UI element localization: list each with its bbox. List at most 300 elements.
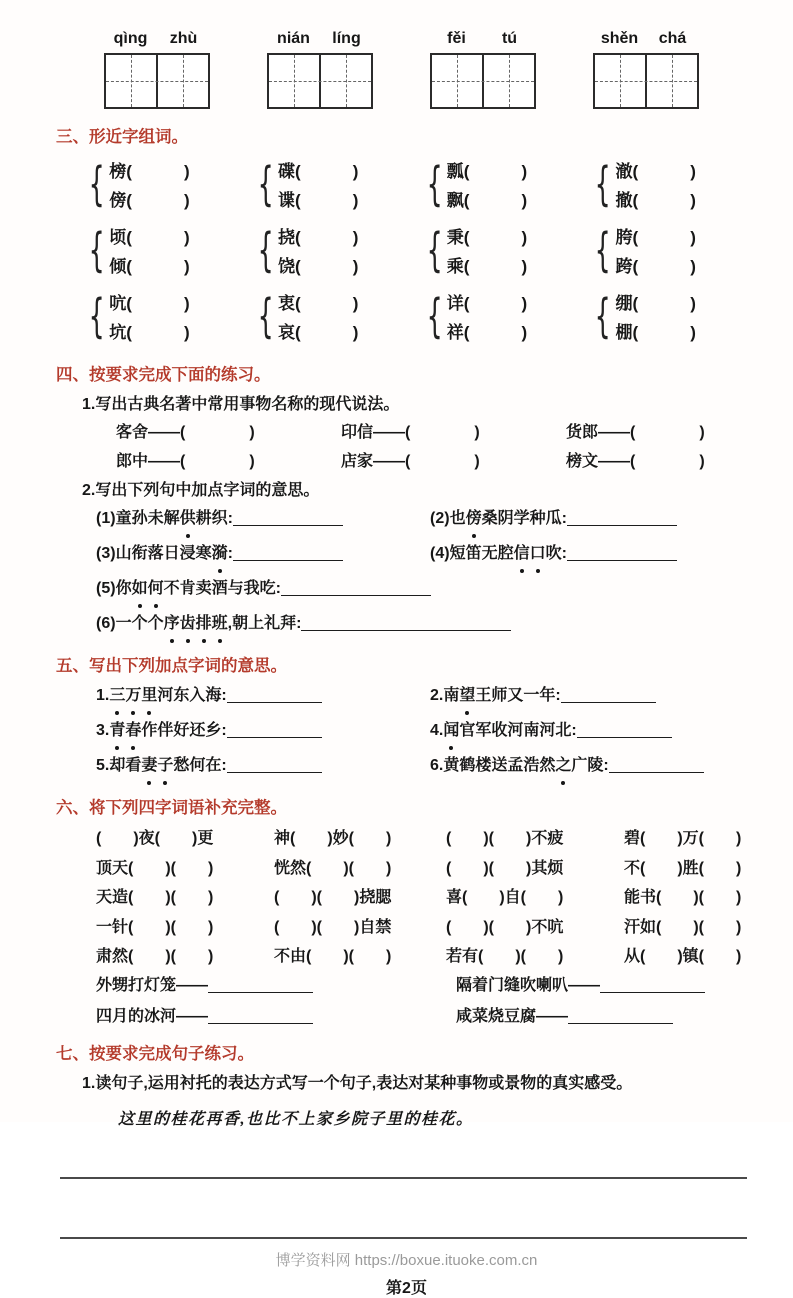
- paren-open: (: [126, 257, 132, 276]
- sentence-text: 吹: [545, 545, 562, 562]
- blank-line: [567, 511, 677, 526]
- idiom-item: 能书( )( ): [624, 889, 742, 907]
- paren-open: (: [632, 323, 639, 342]
- paren-open: (: [632, 257, 639, 276]
- character: 碟: [278, 162, 296, 181]
- char-pair: [588, 157, 757, 211]
- char-pair: [420, 289, 589, 343]
- paren-open: (: [632, 294, 639, 313]
- idiom-item: 顶天( )( ): [96, 859, 214, 877]
- dash: ——: [176, 976, 209, 994]
- character: 祥: [446, 323, 464, 342]
- idiom-completion-block: [56, 824, 757, 972]
- tian-cell: [595, 55, 645, 107]
- dash: ——: [598, 453, 631, 470]
- idiom-item: ( )( )不疲: [446, 830, 564, 847]
- paren-close: ): [352, 257, 359, 276]
- character: 详: [446, 294, 464, 313]
- item-number: (4): [430, 545, 450, 562]
- paren-close: ): [352, 162, 359, 181]
- char-pair-line: [616, 186, 696, 211]
- riddle-item: [96, 972, 456, 995]
- section-6-title: 六、将下列四字词语补充完整。: [56, 799, 287, 817]
- char-pair: [251, 157, 420, 211]
- blank-line: [301, 616, 511, 631]
- character: 吭: [109, 294, 127, 313]
- brace-icon: {: [257, 157, 274, 211]
- pinyin-label: [104, 30, 210, 48]
- paren-close: ): [699, 424, 705, 441]
- paren-close: ): [352, 323, 359, 342]
- pinyin-syllable: fěi: [447, 30, 466, 47]
- char-pair-line: [447, 186, 527, 211]
- sentence-text: 愁何在: [173, 757, 222, 774]
- pinyin-syllable: chá: [658, 30, 687, 47]
- paren-close: ): [521, 323, 528, 342]
- tian-zi-grid: [104, 53, 210, 109]
- colon: :: [227, 545, 233, 562]
- colon: :: [571, 722, 577, 739]
- paren-open: (: [632, 228, 639, 247]
- emphasis-dot-char: 里: [141, 682, 157, 710]
- char-pair: [251, 289, 420, 343]
- tian-cell: [645, 55, 697, 107]
- char-pair-lines: [109, 289, 189, 343]
- poem-word-meaning-list: [96, 682, 757, 780]
- char-pair-line: [447, 252, 527, 277]
- paren-open: (: [295, 191, 301, 210]
- blank-line: [600, 978, 705, 993]
- pinyin-syllable: tú: [501, 30, 518, 47]
- tian-zi-grid: [593, 53, 699, 109]
- answer-line: [60, 1147, 747, 1179]
- term-text: 店家: [341, 453, 374, 470]
- term-text: 郎中: [116, 453, 149, 470]
- idiom-item: 神( )妙( ): [274, 830, 392, 847]
- char-pair-line: [109, 157, 189, 182]
- term-text: 客舍: [116, 424, 149, 441]
- emphasis-dot-char: 班: [212, 610, 228, 638]
- char-pair-line: [109, 289, 189, 314]
- character: 饶: [278, 257, 296, 276]
- paren-close: ): [690, 162, 696, 181]
- character: 坑: [109, 323, 127, 342]
- blank-line: [577, 723, 672, 738]
- dotted-sentence-item: [430, 752, 757, 780]
- riddle-item: [456, 972, 757, 995]
- brace-icon: {: [257, 223, 274, 277]
- char-pair-line: [616, 252, 696, 277]
- pinyin-writing-row: [104, 30, 757, 109]
- character: 衷: [278, 294, 296, 313]
- paren-open: (: [463, 228, 470, 247]
- page-number: 第2页: [386, 1279, 427, 1297]
- character: 跨: [615, 257, 633, 276]
- riddle-text: 四月的冰河: [96, 1007, 177, 1025]
- idiom-item: 天造( )( ): [96, 889, 214, 907]
- colon: :: [561, 545, 567, 562]
- blank-line: [561, 688, 656, 703]
- char-pair: [420, 157, 589, 211]
- paren-open: (: [126, 228, 132, 247]
- character: 绷: [615, 294, 633, 313]
- character: 胯: [615, 228, 633, 247]
- emphasis-dot-char: 漪: [212, 540, 228, 568]
- idiom-item: ( )( )其烦: [446, 859, 564, 877]
- char-pair-lines: [278, 223, 358, 277]
- character: 飘: [446, 191, 464, 210]
- idiom-item: 汗如( )( ): [624, 918, 742, 936]
- example-sentence: 这里的桂花再香,也比不上家乡院子里的桂花。: [118, 1110, 474, 1128]
- char-pair-line: [616, 223, 696, 248]
- idiom-item: ( )( )不吭: [446, 918, 564, 936]
- colon: :: [603, 757, 609, 774]
- dotted-sentence-item: [430, 682, 757, 710]
- paren-open: (: [463, 257, 470, 276]
- paren-close: ): [521, 191, 528, 210]
- tian-cell: [432, 55, 482, 107]
- sentence-text: 你: [115, 580, 132, 597]
- sentence-text: 南: [443, 687, 460, 704]
- item-number: 3.: [96, 722, 110, 739]
- char-pair-lines: [616, 289, 696, 343]
- sentence-text: 官军收河南河北: [459, 722, 572, 739]
- char-pair-line: [109, 318, 189, 343]
- emphasis-dot-char: 齿: [180, 610, 196, 638]
- term-item: [341, 419, 566, 442]
- character: 哀: [278, 323, 296, 342]
- char-pair-line: [616, 289, 696, 314]
- paren-open: (: [463, 191, 470, 210]
- brace-icon: {: [426, 157, 443, 211]
- blank-line: [227, 688, 322, 703]
- char-pair-line: [278, 186, 358, 211]
- sentence-text: 耕织: [195, 510, 228, 527]
- section-4-title: 四、按要求完成下面的练习。: [56, 366, 271, 384]
- char-pair: [588, 289, 757, 343]
- sentence-text: 却看: [109, 757, 142, 774]
- pinyin-syllable: líng: [332, 30, 361, 47]
- paren-open: (: [126, 191, 132, 210]
- paren-close: ): [249, 424, 255, 441]
- paren-open: (: [126, 162, 132, 181]
- emphasis-dot-char: 如: [132, 575, 148, 603]
- character: 撤: [615, 191, 633, 210]
- paren-open: (: [180, 424, 186, 441]
- blank-line: [609, 758, 704, 773]
- sentence-text: 也: [449, 510, 466, 527]
- item-number: (5): [96, 580, 116, 597]
- sentence-text: 不肯卖酒与我吃: [163, 580, 276, 597]
- dotted-sentence-item: [96, 682, 430, 710]
- emphasis-dot-char: 望: [459, 682, 475, 710]
- emphasis-dot-char: 信: [514, 540, 530, 568]
- item-number: (3): [96, 545, 116, 562]
- blank-line: [568, 1009, 673, 1024]
- idiom-item: 喜( )自( ): [446, 889, 564, 907]
- section-5-title: 五、写出下列加点字词的意思。: [56, 657, 287, 675]
- tian-zi-grid: [267, 53, 373, 109]
- character: 乘: [446, 257, 464, 276]
- char-pair-line: [109, 252, 189, 277]
- idiom-item: 肃然( )( ): [96, 948, 214, 966]
- pinyin-box-group: [104, 30, 210, 109]
- term-item: [341, 448, 566, 471]
- character: 瓢: [446, 162, 464, 181]
- paren-close: ): [521, 257, 528, 276]
- paren-close: ): [690, 323, 696, 342]
- colon: :: [227, 510, 233, 527]
- pinyin-box-group: [593, 30, 699, 109]
- sentence-text: 河东入海: [157, 687, 222, 704]
- colon: :: [221, 722, 227, 739]
- paren-close: ): [249, 453, 255, 470]
- emphasis-dot-char: 闻: [443, 717, 459, 745]
- idiom-row: [96, 913, 757, 943]
- answer-line: [60, 1207, 747, 1239]
- item-number: (1): [96, 510, 116, 527]
- char-pair-lines: [616, 157, 696, 211]
- paren-open: (: [630, 453, 636, 470]
- emphasis-dot-char: 供: [180, 505, 196, 533]
- paren-close: ): [183, 228, 190, 247]
- paren-close: ): [690, 228, 696, 247]
- char-pair: [420, 223, 589, 277]
- character: 棚: [615, 323, 633, 342]
- dash: ——: [536, 1007, 569, 1025]
- blank-line: [233, 546, 343, 561]
- emphasis-dot-char: 万: [125, 682, 141, 710]
- paren-close: ): [183, 257, 190, 276]
- similar-character-grid: [82, 157, 757, 343]
- colon: :: [221, 757, 227, 774]
- character: 谍: [278, 191, 296, 210]
- section-4-part2-label: 2.写出下列句中加点字词的意思。: [82, 482, 320, 499]
- sentence-text: 黄鹤楼送孟浩然: [443, 757, 556, 774]
- char-pair-lines: [447, 289, 527, 343]
- char-pair-line: [109, 223, 189, 248]
- emphasis-dot-char: 春: [125, 717, 141, 745]
- pinyin-label: [593, 30, 699, 48]
- idiom-item: ( )( )自禁: [274, 918, 392, 936]
- char-pair-lines: [278, 157, 358, 211]
- emphasis-dot-char: 青: [109, 717, 125, 745]
- char-pair: [82, 223, 251, 277]
- character: 傍: [109, 191, 127, 210]
- colon: :: [296, 615, 302, 632]
- character: 倾: [109, 257, 127, 276]
- emphasis-dot-char: 排: [196, 610, 212, 638]
- idiom-row: [96, 854, 757, 884]
- dash: ——: [373, 424, 406, 441]
- brace-icon: {: [594, 289, 611, 343]
- pinyin-box-group: [430, 30, 536, 109]
- blank-line: [281, 581, 431, 596]
- term-text: 榜文: [566, 453, 599, 470]
- paren-open: (: [463, 294, 470, 313]
- paren-open: (: [632, 162, 639, 181]
- brace-icon: {: [594, 157, 611, 211]
- tian-cell: [482, 55, 534, 107]
- paren-close: ): [183, 191, 190, 210]
- section-4-part1-label: 1.写出古典名著中常用事物名称的现代说法。: [82, 396, 400, 413]
- idiom-item: ( )夜( )更: [96, 830, 214, 847]
- paren-close: ): [352, 191, 359, 210]
- riddle-item: [96, 1003, 456, 1026]
- section-3-title: 三、形近字组词。: [56, 128, 188, 146]
- term-text: 货郎: [566, 424, 599, 441]
- sentence-text: 桑阴学种瓜: [481, 510, 562, 527]
- sentence-text: 作伴好还乡: [141, 722, 222, 739]
- paren-close: ): [474, 424, 480, 441]
- char-pair: [82, 289, 251, 343]
- char-pair-line: [447, 289, 527, 314]
- paren-close: ): [521, 228, 528, 247]
- char-pair-line: [447, 223, 527, 248]
- riddle-text: 咸菜烧豆腐: [456, 1007, 537, 1025]
- colon: :: [275, 580, 281, 597]
- paren-open: (: [463, 162, 470, 181]
- idiom-item: 不( )胜( ): [624, 859, 742, 877]
- paren-close: ): [183, 323, 190, 342]
- paren-open: (: [405, 453, 411, 470]
- paren-close: ): [690, 294, 696, 313]
- char-pair-lines: [447, 157, 527, 211]
- paren-open: (: [630, 424, 636, 441]
- char-pair: [251, 223, 420, 277]
- colon: :: [555, 687, 561, 704]
- char-pair-line: [278, 223, 358, 248]
- idiom-item: 恍然( )( ): [274, 859, 392, 877]
- character: 秉: [446, 228, 464, 247]
- emphasis-dot-char: 傍: [466, 505, 482, 533]
- dotted-sentence-item: [430, 540, 757, 568]
- character: 澈: [615, 162, 633, 181]
- char-pair-lines: [109, 223, 189, 277]
- paren-open: (: [180, 453, 186, 470]
- tian-zi-grid: [430, 53, 536, 109]
- dash: ——: [148, 424, 181, 441]
- tian-cell: [269, 55, 319, 107]
- sentence-text: ,朝上礼拜: [227, 615, 297, 632]
- pinyin-syllable: shěn: [600, 30, 639, 47]
- tian-cell: [106, 55, 156, 107]
- blank-line: [227, 758, 322, 773]
- dotted-sentence-item: [430, 505, 757, 533]
- blank-line: [208, 978, 313, 993]
- paren-open: (: [295, 257, 301, 276]
- char-pair-line: [278, 252, 358, 277]
- dotted-sentence-item: [96, 610, 757, 638]
- sentence-text: 短笛无腔: [449, 545, 514, 562]
- item-number: 2.: [430, 687, 444, 704]
- section-7-item1-label: 1.读句子,运用衬托的表达方式写一个句子,表达对某种事物或景物的真实感受。: [82, 1074, 633, 1092]
- item-number: 5.: [96, 757, 110, 774]
- paren-close: ): [183, 294, 190, 313]
- term-item: [116, 419, 341, 442]
- item-number: (6): [96, 615, 116, 632]
- emphasis-dot-char: 口: [530, 540, 546, 568]
- paren-close: ): [352, 294, 359, 313]
- paren-open: (: [632, 191, 639, 210]
- char-pair-lines: [109, 157, 189, 211]
- emphasis-dot-char: 序: [164, 610, 180, 638]
- colon: :: [221, 687, 227, 704]
- pinyin-syllable: nián: [277, 30, 310, 47]
- dash: ——: [148, 453, 181, 470]
- idiom-item: 不由( )( ): [274, 948, 392, 966]
- sentence-text: 山衔落日浸寒: [115, 545, 212, 562]
- char-pair-line: [447, 157, 527, 182]
- dash: ——: [568, 976, 601, 994]
- blank-line: [208, 1009, 313, 1024]
- paren-open: (: [295, 228, 301, 247]
- brace-icon: {: [426, 223, 443, 277]
- dotted-sentence-item: [96, 505, 430, 533]
- dotted-sentence-item: [96, 540, 430, 568]
- colon: :: [561, 510, 567, 527]
- idiom-item: 碧( )万( ): [624, 830, 742, 847]
- pinyin-syllable: zhù: [169, 30, 198, 47]
- riddle-text: 外甥打灯笼: [96, 976, 177, 994]
- emphasis-dot-char: 三: [109, 682, 125, 710]
- tian-cell: [319, 55, 371, 107]
- sentence-text: 王师又一年: [475, 687, 556, 704]
- idiom-item: 一针( )( ): [96, 918, 214, 936]
- brace-icon: {: [88, 289, 105, 343]
- term-item: [566, 448, 757, 471]
- pinyin-label: [430, 30, 536, 48]
- paren-close: ): [521, 162, 528, 181]
- char-pair-line: [278, 318, 358, 343]
- idiom-row: [96, 942, 757, 972]
- term-item: [566, 419, 757, 442]
- dash: ——: [176, 1007, 209, 1025]
- char-pair: [588, 223, 757, 277]
- paren-close: ): [699, 453, 705, 470]
- character: 挠: [278, 228, 296, 247]
- sentence-text: 广陵: [571, 757, 604, 774]
- sentence-text: 一个个: [115, 615, 164, 632]
- term-item: [116, 448, 341, 471]
- char-pair-line: [616, 318, 696, 343]
- paren-open: (: [463, 323, 470, 342]
- blank-line: [233, 511, 343, 526]
- pinyin-box-group: [267, 30, 373, 109]
- char-pair-line: [447, 318, 527, 343]
- item-number: (2): [430, 510, 450, 527]
- char-pair-line: [278, 289, 358, 314]
- paren-open: (: [295, 294, 301, 313]
- brace-icon: {: [88, 223, 105, 277]
- idiom-row: [96, 824, 757, 854]
- dotted-sentence-list: [96, 505, 757, 638]
- dotted-sentence-item: [430, 717, 757, 745]
- char-pair-line: [109, 186, 189, 211]
- char-pair-line: [278, 157, 358, 182]
- item-number: 4.: [430, 722, 444, 739]
- item-number: 6.: [430, 757, 444, 774]
- pinyin-syllable: qìng: [113, 30, 148, 47]
- char-pair-line: [616, 157, 696, 182]
- emphasis-dot-char: 子: [157, 752, 173, 780]
- char-pair-lines: [447, 223, 527, 277]
- char-pair-lines: [616, 223, 696, 277]
- brace-icon: {: [257, 289, 274, 343]
- sentence-text: 童孙未解: [115, 510, 180, 527]
- emphasis-dot-char: 妻: [141, 752, 157, 780]
- char-pair-lines: [278, 289, 358, 343]
